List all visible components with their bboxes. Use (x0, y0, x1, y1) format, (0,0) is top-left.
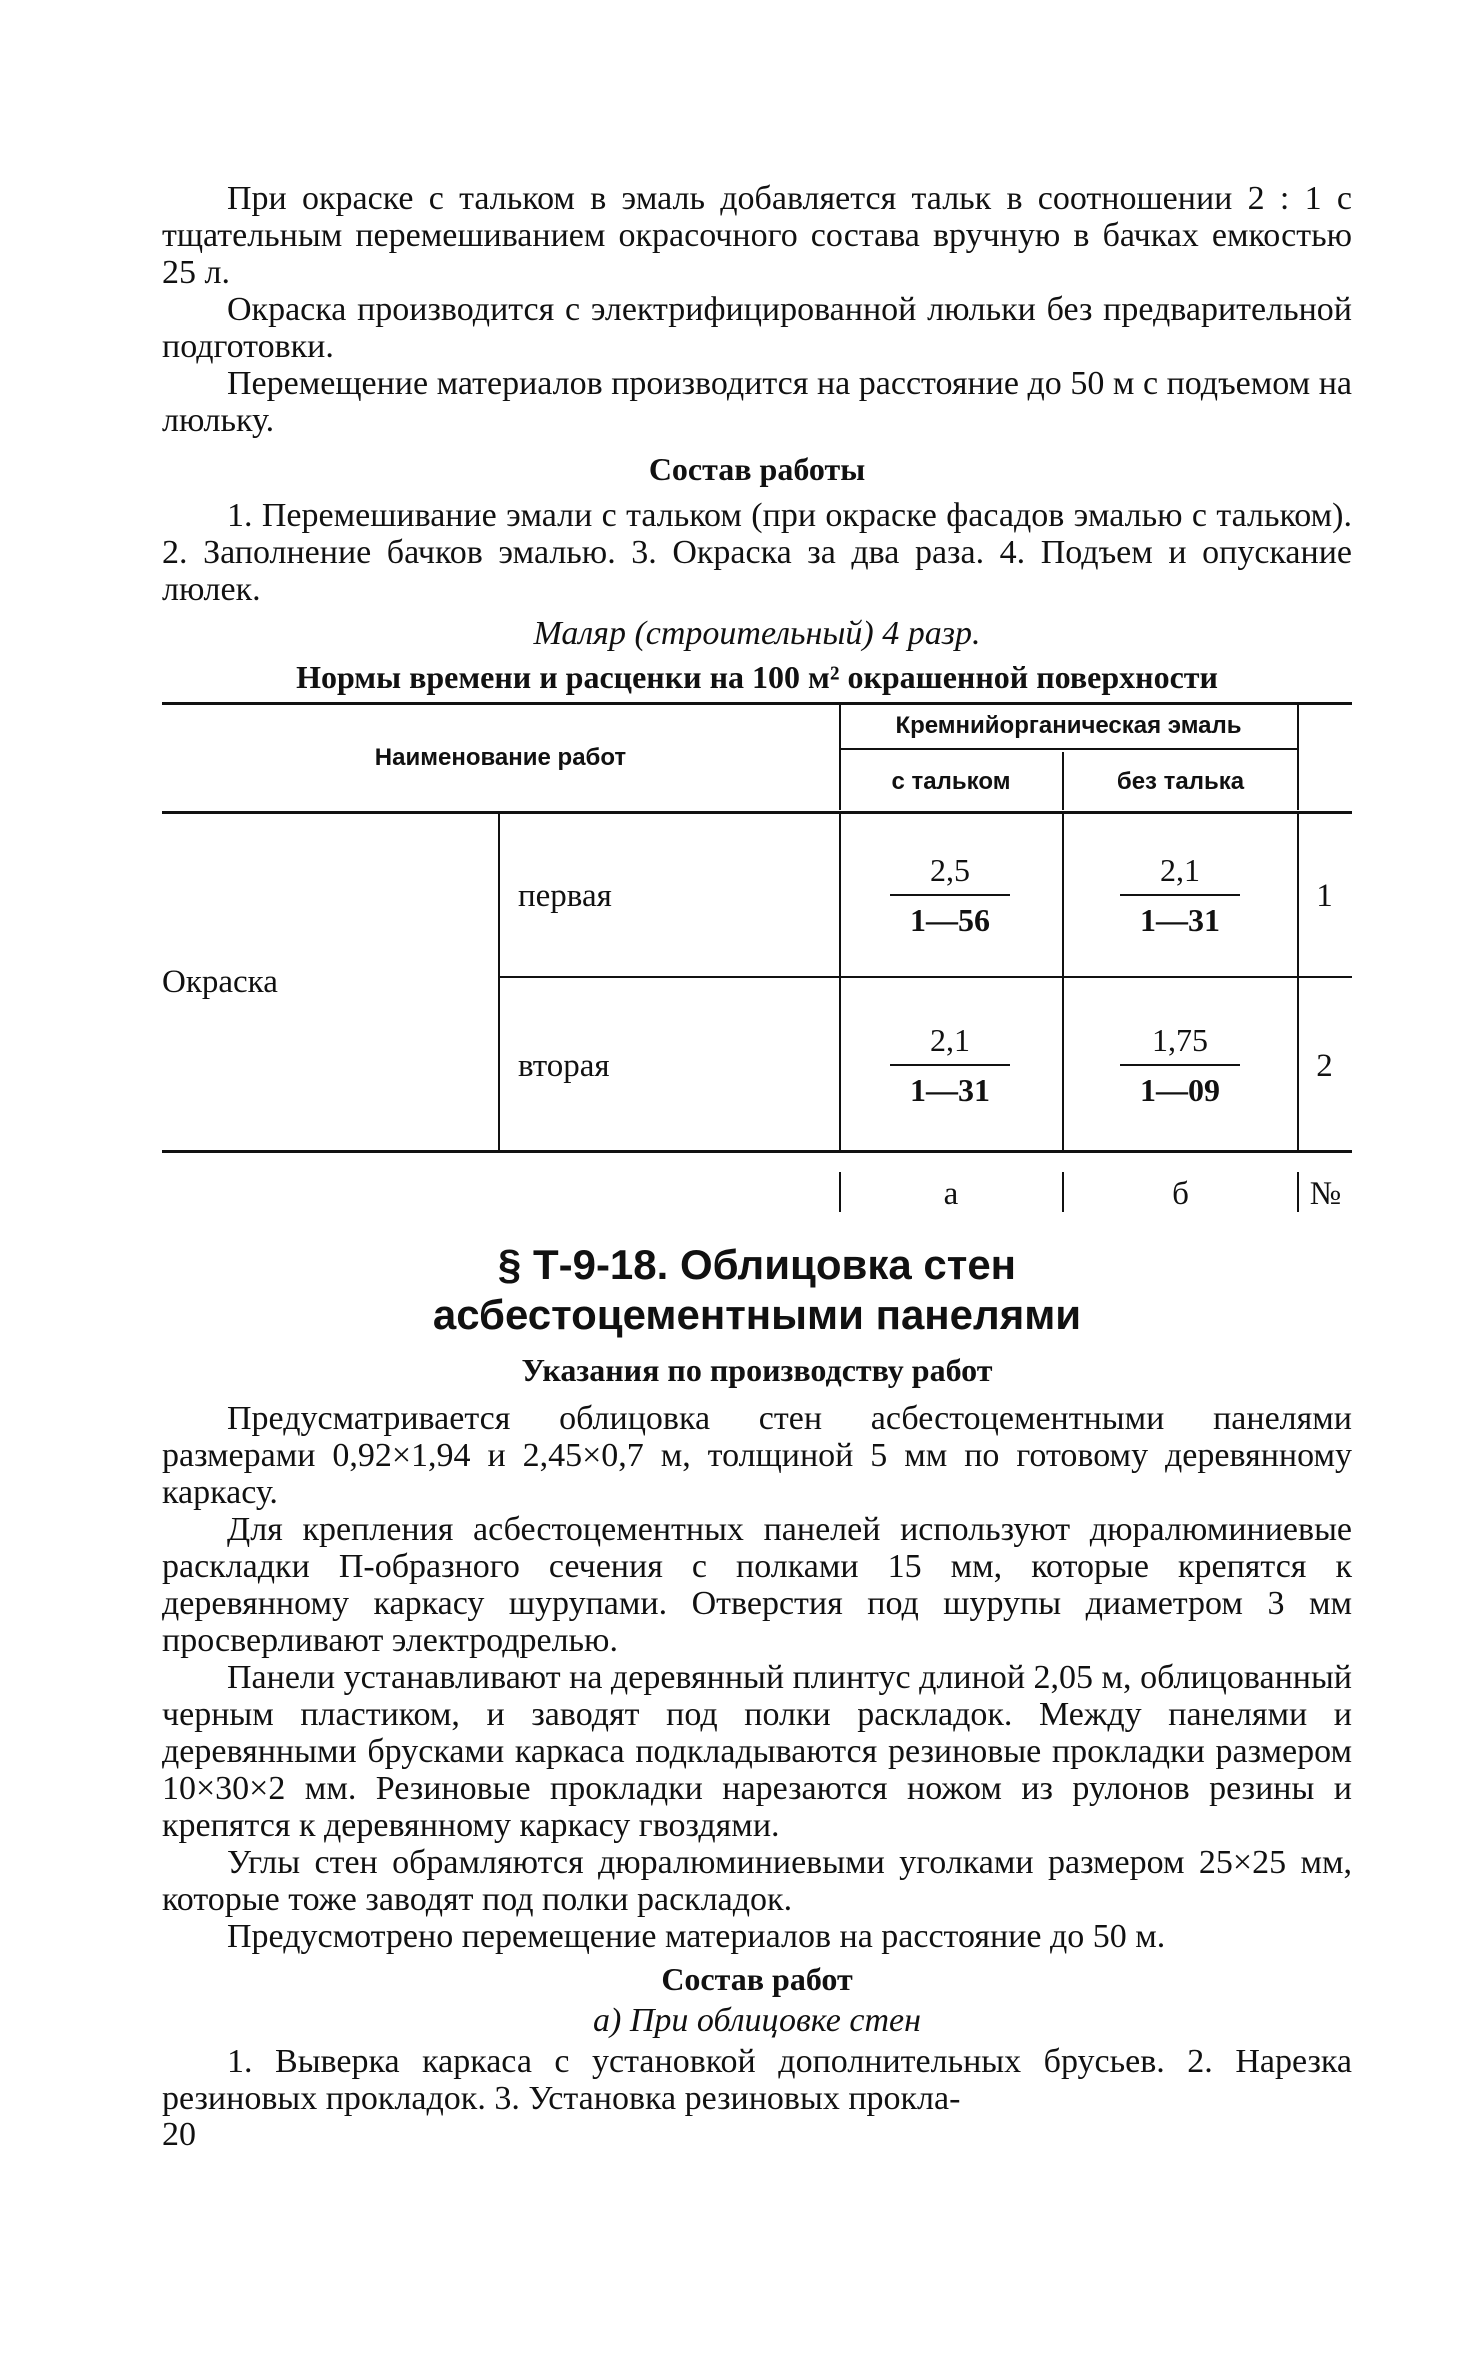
cell-first-a (870, 852, 1030, 938)
footer-col-a: а (943, 1176, 959, 1212)
row-name-second: вторая (518, 1048, 610, 1084)
work-list-title: Состав работ (661, 1961, 853, 1997)
intro-paragraph-3: Перемещение материалов производится на расстояние до 50 м с подъемом на люльку. (162, 365, 1352, 439)
section-paragraph-3: Панели устанавливают на деревянный плинтус длиной 2,05 м, облицованный черным пластиком, и заводят под полки раскладок. Между панелями и деревянными брусками каркаса подкладываются резиновые прокладки размером 10×30×2 мм. Резиновые прокладки нарезаются ножом из рулонов резины и крепятся к деревянному каркасу гвоздями. (162, 1659, 1352, 1844)
section-paragraph-1: Предусматривается облицовка стен асбестоцементными панелями размерами 0,92×1,94 и 2,45×0,7 м, толщиной 5 мм по готовому деревянному каркасу. (162, 1400, 1352, 1511)
page-number: 20 (162, 2116, 196, 2153)
cell-second-b (1100, 1022, 1260, 1108)
page-content (162, 180, 1352, 2153)
column-group-header: Кремнийорганическая эмаль (895, 712, 1242, 739)
cell-first-a-price: 1—56 (910, 902, 990, 938)
cell-second-a-time: 2,1 (930, 1022, 970, 1058)
work-composition-text: 1. Перемешивание эмали с тальком (при окраске фасадов эмалью с тальком). 2. Заполнение бачков эмалью. 3. Окраска за два раза. 4. Подъем и опускание люлек. (162, 497, 1352, 608)
work-composition-title: Состав работы (648, 451, 866, 487)
footer-col-no: № (1309, 1176, 1342, 1212)
row-name-first: первая (518, 878, 612, 914)
intro-paragraph-2: Окраска производится с электрифицированной люльки без предварительной подготовки. (162, 291, 1352, 365)
column-header-name: Наименование работ (374, 744, 627, 771)
row-group-label: Окраска (162, 964, 278, 1000)
work-list-text: 1. Выверка каркаса с установкой дополнительных брусьев. 2. Нарезка резиновых прокладок. 3. Установка резиновых прокла- (162, 2043, 1352, 2117)
cell-second-a-price: 1—31 (910, 1072, 990, 1108)
cell-second-b-price: 1—09 (1140, 1072, 1220, 1108)
cell-second-a (870, 1022, 1030, 1108)
column-header-a: с тальком (891, 768, 1011, 795)
cell-first-b-time: 2,1 (1160, 852, 1200, 888)
norms-title: Нормы времени и расценки на 100 м² окрашенной поверхности (296, 659, 1218, 695)
row-number-2: 2 (1316, 1048, 1333, 1084)
norms-table (162, 702, 1352, 1232)
intro-paragraph-1: При окраске с тальком в эмаль добавляется тальк в соотношении 2 : 1 с тщательным перемешиванием окрасочного состава вручную в бачках емкостью 25 л. (162, 180, 1352, 291)
instructions-title: Указания по производству работ (521, 1352, 993, 1388)
cell-second-b-time: 1,75 (1152, 1022, 1208, 1058)
cell-first-a-time: 2,5 (930, 852, 970, 888)
section-title-line-1: § Т-9-18. Облицовка стен (497, 1241, 1017, 1288)
section-paragraph-5: Предусмотрено перемещение материалов на расстояние до 50 м. (227, 1918, 1166, 1955)
column-header-b: без талька (1116, 768, 1245, 795)
work-list-subtitle: а) При облицовке стен (593, 2002, 921, 2039)
footer-col-b: б (1172, 1176, 1189, 1212)
row-number-1: 1 (1316, 878, 1333, 914)
section-paragraph-2: Для крепления асбестоцементных панелей используют дюралюминиевые раскладки П-образного сечения с полками 15 мм, которые крепятся к деревянному каркасу шурупами. Отверстия под шурупы диаметром 3 мм просверливают электродрелью. (162, 1511, 1352, 1659)
section-paragraph-4: Углы стен обрамляются дюралюминиевыми уголками размером 25×25 мм, которые тоже заводят под полки раскладок. (162, 1844, 1352, 1918)
section-title-line-2: асбестоцементными панелями (432, 1291, 1082, 1338)
cell-first-b-price: 1—31 (1140, 902, 1220, 938)
cell-first-b (1100, 852, 1260, 938)
worker-grade: Маляр (строительный) 4 разр. (533, 615, 981, 652)
